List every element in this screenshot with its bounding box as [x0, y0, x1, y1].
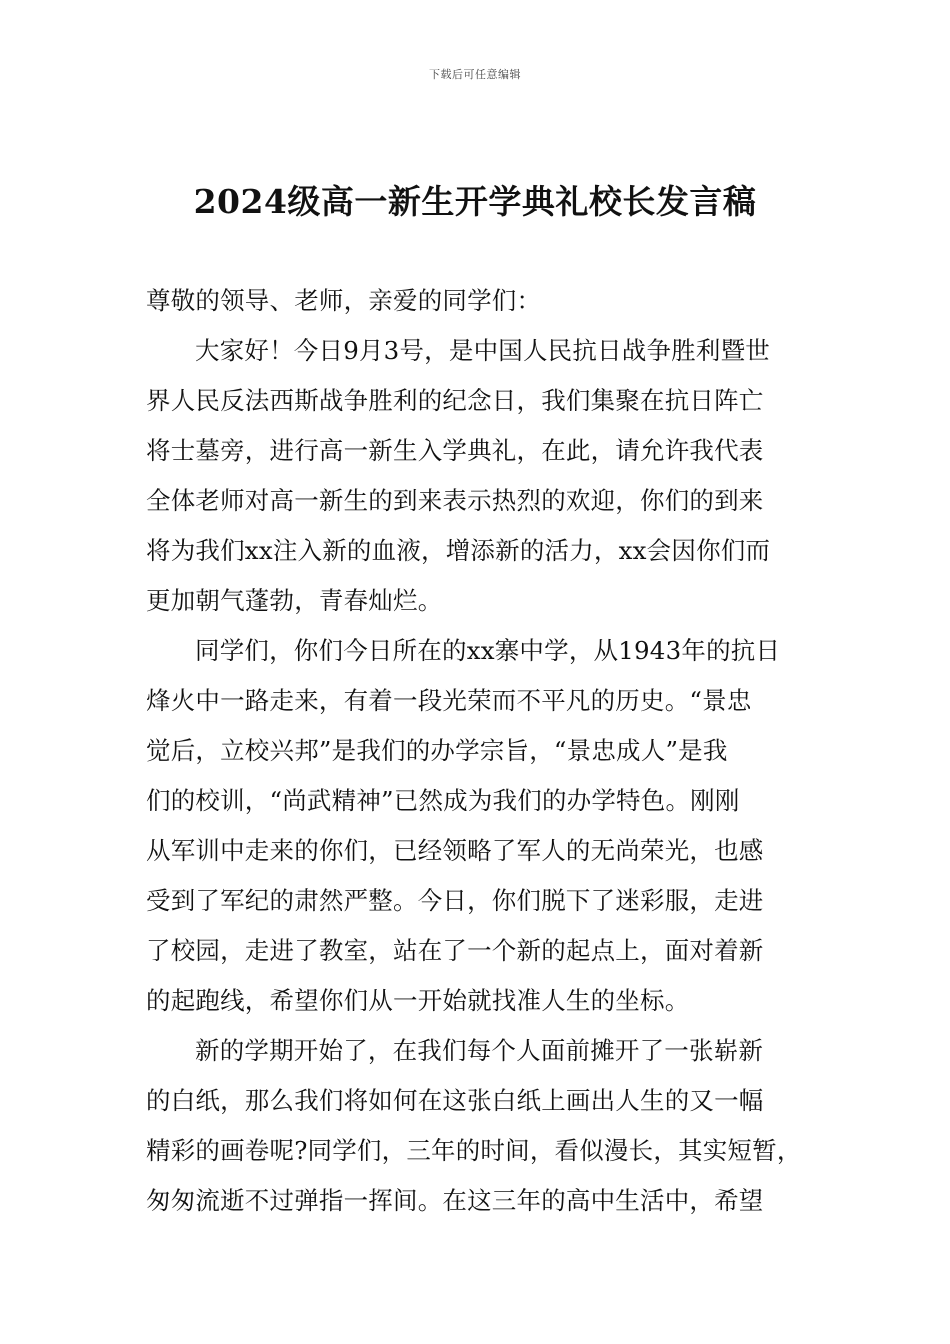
body-line: 将为我们xx注入新的血液，增添新的活力，xx会因你们而: [146, 536, 771, 565]
body-line: 匆匆流逝不过弹指一挥间。在这三年的高中生活中，希望: [146, 1186, 764, 1215]
body-line: 更加朝气蓬勃，青春灿烂。: [146, 586, 443, 615]
body-line: 将士墓旁，进行高一新生入学典礼，在此，请允许我代表: [146, 436, 764, 465]
body-line: 精彩的画卷呢?同学们，三年的时间，看似漫长，其实短暂，: [146, 1136, 802, 1165]
body-line: 从军训中走来的你们，已经领略了军人的无尚荣光，也感: [146, 836, 764, 865]
body-line: 同学们，你们今日所在的xx寨中学，从1943年的抗日: [195, 636, 781, 665]
body-line: 的白纸，那么我们将如何在这张白纸上画出人生的又一幅: [146, 1086, 764, 1115]
body-line: 新的学期开始了，在我们每个人面前摊开了一张崭新: [195, 1036, 764, 1065]
header-note: 下载后可任意编辑: [429, 68, 521, 81]
body-line: 烽火中一路走来，有着一段光荣而不平凡的历史。“景忠: [146, 686, 752, 715]
body-line: 觉后，立校兴邦”是我们的办学宗旨，“景忠成人”是我: [146, 736, 728, 765]
body-line: 们的校训，“尚武精神”已然成为我们的办学特色。刚刚: [146, 786, 740, 815]
body-line: 的起跑线，希望你们从一开始就找准人生的坐标。: [146, 986, 690, 1015]
document-title: 2024级高一新生开学典礼校长发言稿: [193, 182, 757, 221]
document-body: [146, 276, 826, 1226]
body-line: 尊敬的领导、老师，亲爱的同学们：: [146, 286, 542, 315]
body-line: 受到了军纪的肃然严整。今日，你们脱下了迷彩服，走进: [146, 886, 764, 915]
body-line: 大家好！今日9月3号，是中国人民抗日战争胜利暨世: [195, 336, 770, 365]
body-line: 界人民反法西斯战争胜利的纪念日，我们集聚在抗日阵亡: [146, 386, 764, 415]
body-line: 了校园，走进了教室，站在了一个新的起点上，面对着新: [146, 936, 764, 965]
body-line: 全体老师对高一新生的到来表示热烈的欢迎，你们的到来: [146, 486, 764, 515]
